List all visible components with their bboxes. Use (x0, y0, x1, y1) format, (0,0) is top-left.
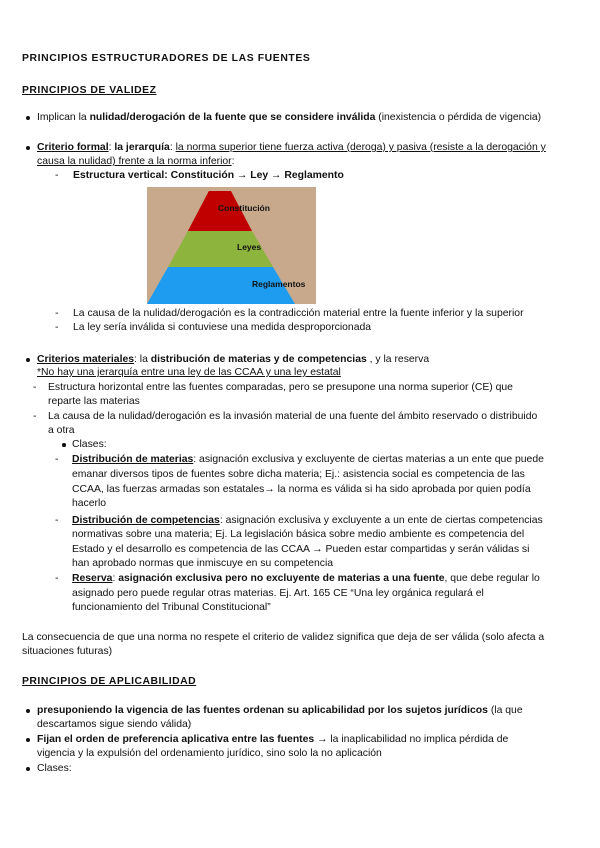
causa-nulidad-formal: La causa de la nulidad/derogación es la contradicción material entre la fuente inferior y la superior (73, 308, 524, 319)
validez-bullet-1: Implican la nulidad/derogación de la fuente que se considere inválida (inexistencia o pérdida de vigencia) (37, 112, 542, 123)
aplicabilidad-bullet-1b: descartamos sigue siendo válida) (37, 719, 192, 730)
dash-marker: - (55, 308, 59, 319)
dash-marker: - (55, 454, 59, 465)
distribucion-materias-4: hacerlo (72, 498, 107, 509)
bullet-dot (26, 738, 30, 742)
bullet-dot (26, 116, 30, 120)
distribucion-materias-3: CCAA, las fuerzas armadas son estatales→ la norma es válida si ha sido aprobada por quien podía (72, 484, 531, 495)
distribucion-materias-1: Distribución de materias: asignación exclusiva y excluyente de ciertas materias a un ente que puede (72, 454, 544, 465)
distribucion-competencias-4: han aprobado normas que inmiscuye en su competencia (72, 558, 334, 569)
reserva-3: funcionamiento del Tribunal Constitucional” (72, 602, 271, 613)
section-heading-validez: PRINCIPIOS DE VALIDEZ (22, 85, 157, 96)
dash-marker: - (33, 411, 37, 422)
aplicabilidad-bullet-2a: Fijan el orden de preferencia aplicativa entre las fuentes → la inaplicabilidad no implica pérdida de (37, 734, 509, 745)
bullet-dot (26, 146, 30, 150)
dash-marker: - (55, 322, 59, 333)
bullet-dot (26, 767, 30, 771)
distribucion-competencias-3: Estado y el desarrollo es competencia de las CCAA → Pueden estar compartidas y serán válidas si (72, 544, 530, 555)
criterios-materiales-line: Criterios materiales: la distribución de materias y de competencias , y la reserva (37, 354, 430, 365)
conclusion-1: La consecuencia de que una norma no respete el criterio de validez significa que deja de ser válida (solo afecta a (22, 632, 545, 643)
criterio-formal-line-2: causa la nulidad) frente a la norma inferior: (37, 156, 235, 167)
distribucion-competencias-2: normativas sobre una materia; Ej. La legislación básica sobre medio ambiente es competencia del (72, 529, 525, 540)
hierarchy-pyramid (147, 187, 316, 304)
clases-label: Clases: (72, 439, 107, 450)
causa-invasion-1: La causa de la nulidad/derogación es la invasión material de una fuente del ámbito reservado o distribuido (48, 411, 538, 422)
reserva-1: Reserva: asignación exclusiva pero no excluyente de materias a una fuente, que debe regular lo (72, 573, 540, 584)
aplicabilidad-bullet-1a: presuponiendo la vigencia de las fuentes ordenan su aplicabilidad por los sujetos jurídicos (la que (37, 705, 523, 716)
dash-marker: - (55, 515, 59, 526)
dash-marker: - (55, 573, 59, 584)
pyramid-label-constitucion: Constitución (218, 203, 270, 213)
ley-invalida: La ley sería inválida si contuviese una medida desproporcionada (73, 322, 372, 333)
bullet-dot (26, 709, 30, 713)
dash-marker: - (33, 382, 37, 393)
dash-marker: - (55, 170, 59, 181)
conclusion-2: situaciones futuras) (22, 646, 113, 657)
document-title: PRINCIPIOS ESTRUCTURADORES DE LAS FUENTES (22, 53, 311, 64)
bullet-dot (26, 358, 30, 362)
aplicabilidad-clases: Clases: (37, 763, 72, 774)
causa-invasion-2: a otra (48, 425, 75, 436)
nota-jerarquia: *No hay una jerarquía entre una ley de las CCAA y una ley estatal (37, 367, 341, 378)
section-heading-aplicabilidad: PRINCIPIOS DE APLICABILIDAD (22, 676, 197, 687)
distribucion-competencias-1: Distribución de competencias: asignación exclusiva y excluyente a un ente de ciertas competencias (72, 515, 543, 526)
pyramid-label-reglamentos: Reglamentos (252, 279, 306, 289)
distribucion-materias-2: emanar diversos tipos de fuentes sobre dicha materia; Ej.: asistencia social es competencia de las (72, 469, 525, 480)
estructura-horizontal-1: Estructura horizontal entre las fuentes comparadas, pero se presupone una norma superior (CE) que (48, 382, 513, 393)
criterio-formal-line-1: Criterio formal: la jerarquía: la norma superior tiene fuerza activa (deroga) y pasiva (resiste a la derogación y (37, 142, 546, 153)
bullet-dot (62, 443, 66, 447)
estructura-vertical: Estructura vertical: Constitución → Ley → Reglamento (73, 170, 344, 181)
reserva-2: asignado pero puede regular otras materias. Ej. Art. 165 CE “Una ley orgánica regulará el (72, 588, 484, 599)
pyramid-label-leyes: Leyes (237, 242, 262, 252)
estructura-horizontal-2: reparte las materias (48, 396, 140, 407)
aplicabilidad-bullet-2b: vigencia y la expulsión del ordenamiento jurídico, sino solo la no aplicación (37, 748, 382, 759)
